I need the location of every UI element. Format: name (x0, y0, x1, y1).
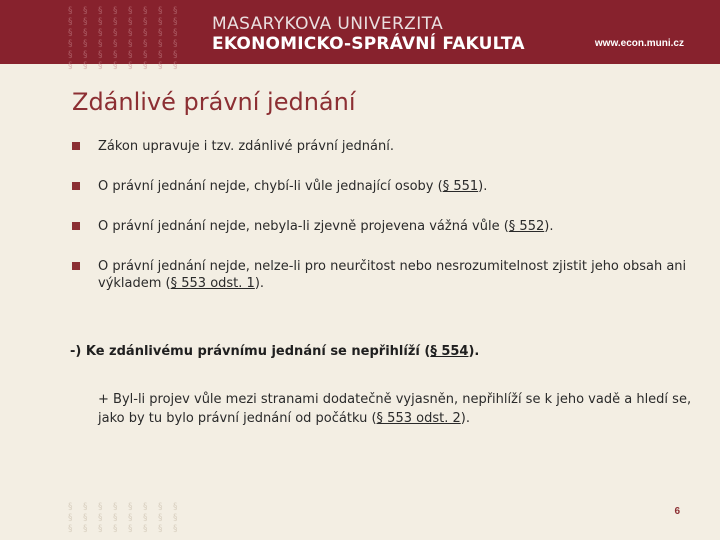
square-bullet-icon (72, 142, 80, 150)
pattern-glyph: § (173, 28, 178, 38)
pattern-glyph: § (128, 513, 133, 523)
pattern-glyph: § (83, 61, 88, 71)
bullet-text: O právní jednání nejde, nebyla-li zjevně projevena vážná vůle ( (98, 219, 509, 234)
pattern-glyph: § (128, 28, 133, 38)
note-negative (70, 344, 690, 359)
bullet-text-end: . (389, 139, 394, 154)
pattern-glyph: § (68, 502, 73, 512)
pattern-glyph: § (128, 6, 133, 16)
pattern-glyph: § (68, 61, 73, 71)
pattern-glyph: § (98, 39, 103, 49)
pattern-glyph: § (128, 524, 133, 534)
header-bar (0, 0, 720, 71)
section-link[interactable]: § 551 (442, 179, 479, 194)
pattern-glyph: § (98, 17, 103, 27)
pattern-glyph: § (158, 502, 163, 512)
faculty-name: EKONOMICKO-SPRÁVNÍ FAKULTA (212, 34, 525, 54)
pattern-glyph: § (143, 502, 148, 512)
pattern-glyph: § (143, 524, 148, 534)
pattern-glyph: § (68, 6, 73, 16)
bullet-text: Zákon upravuje i tzv. (98, 139, 239, 154)
square-bullet-icon (72, 182, 80, 190)
bullet-item-3 (72, 218, 692, 235)
pattern-glyph: § (113, 39, 118, 49)
pattern-glyph: § (113, 28, 118, 38)
pattern-glyph: § (83, 6, 88, 16)
bullet-text-end: ). (478, 179, 488, 194)
pattern-glyph: § (68, 50, 73, 60)
pattern-glyph: § (128, 50, 133, 60)
decorative-pattern-top (66, 4, 186, 76)
pattern-glyph: § (128, 502, 133, 512)
section-link[interactable]: § 553 odst. 1 (170, 276, 255, 291)
pattern-glyph: § (83, 39, 88, 49)
pattern-glyph: § (98, 524, 103, 534)
section-link[interactable]: § 553 odst. 2 (376, 411, 461, 426)
pattern-glyph: § (68, 524, 73, 534)
pattern-glyph: § (173, 61, 178, 71)
pattern-glyph: § (98, 50, 103, 60)
note-positive (98, 390, 698, 428)
decorative-pattern-bottom (66, 500, 186, 540)
pattern-glyph: § (143, 61, 148, 71)
pattern-glyph: § (158, 17, 163, 27)
pattern-glyph: § (173, 6, 178, 16)
pattern-glyph: § (173, 39, 178, 49)
pattern-glyph: § (68, 28, 73, 38)
pattern-glyph: § (83, 50, 88, 60)
bullet-list (72, 138, 692, 315)
pattern-glyph: § (113, 513, 118, 523)
pattern-glyph: § (113, 61, 118, 71)
pattern-glyph: § (83, 524, 88, 534)
pattern-glyph: § (113, 502, 118, 512)
pattern-glyph: § (143, 513, 148, 523)
pattern-glyph: § (128, 39, 133, 49)
pattern-glyph: § (128, 61, 133, 71)
pattern-glyph: § (98, 6, 103, 16)
bullet-text: O právní jednání nejde, chybí-li vůle jednající osoby ( (98, 179, 443, 194)
bullet-text-end: ). (544, 219, 554, 234)
note-text-end: ). (460, 411, 470, 426)
slide-title: Zdánlivé právní jednání (72, 88, 356, 116)
pattern-glyph: § (158, 39, 163, 49)
bullet-text: O právní jednání nejde, nelze-li pro neurčitost nebo nesrozumitelnost zjistit jeho obsah ani výkladem ( (98, 259, 687, 291)
pattern-glyph: § (68, 17, 73, 27)
pattern-glyph: § (98, 28, 103, 38)
section-link[interactable]: § 552 (508, 219, 545, 234)
pattern-glyph: § (68, 39, 73, 49)
university-name: MASARYKOVA UNIVERZITA (212, 14, 444, 34)
square-bullet-icon (72, 222, 80, 230)
pattern-glyph: § (158, 28, 163, 38)
pattern-glyph: § (83, 17, 88, 27)
pattern-glyph: § (158, 61, 163, 71)
pattern-glyph: § (143, 39, 148, 49)
pattern-glyph: § (83, 28, 88, 38)
pattern-glyph: § (98, 61, 103, 71)
note-text: + Byl-li projev vůle mezi stranami dodatečně vyjasněn, nepřihlíží se k jeho vadě a hledí se, jako by tu bylo právní jednání od počátku ( (98, 392, 692, 426)
pattern-glyph: § (113, 50, 118, 60)
bullet-item-2 (72, 178, 692, 195)
pattern-glyph: § (143, 50, 148, 60)
pattern-glyph: § (158, 50, 163, 60)
note-text: -) Ke zdánlivému právnímu jednání se nepřihlíží ( (70, 344, 431, 359)
pattern-glyph: § (173, 502, 178, 512)
pattern-glyph: § (143, 28, 148, 38)
pattern-glyph: § (158, 524, 163, 534)
bullet-emphasis: zdánlivé právní jednání (238, 139, 390, 154)
website-link[interactable]: www.econ.muni.cz (594, 38, 684, 49)
section-link[interactable]: § 554 (430, 344, 469, 359)
pattern-glyph: § (113, 524, 118, 534)
pattern-glyph: § (113, 17, 118, 27)
pattern-glyph: § (113, 6, 118, 16)
pattern-glyph: § (143, 17, 148, 27)
pattern-glyph: § (68, 513, 73, 523)
pattern-glyph: § (143, 6, 148, 16)
square-bullet-icon (72, 262, 80, 270)
page-number: 6 (674, 506, 680, 517)
bullet-item-4 (72, 258, 692, 292)
bullet-text-end: ). (254, 276, 265, 291)
pattern-glyph: § (158, 513, 163, 523)
pattern-glyph: § (98, 513, 103, 523)
pattern-glyph: § (173, 50, 178, 60)
pattern-glyph: § (173, 513, 178, 523)
pattern-glyph: § (158, 6, 163, 16)
pattern-glyph: § (83, 502, 88, 512)
pattern-glyph: § (173, 17, 178, 27)
note-text-end: ). (468, 344, 480, 359)
pattern-glyph: § (83, 513, 88, 523)
pattern-glyph: § (128, 17, 133, 27)
pattern-glyph: § (98, 502, 103, 512)
pattern-glyph: § (173, 524, 178, 534)
bullet-item-1 (72, 138, 692, 155)
